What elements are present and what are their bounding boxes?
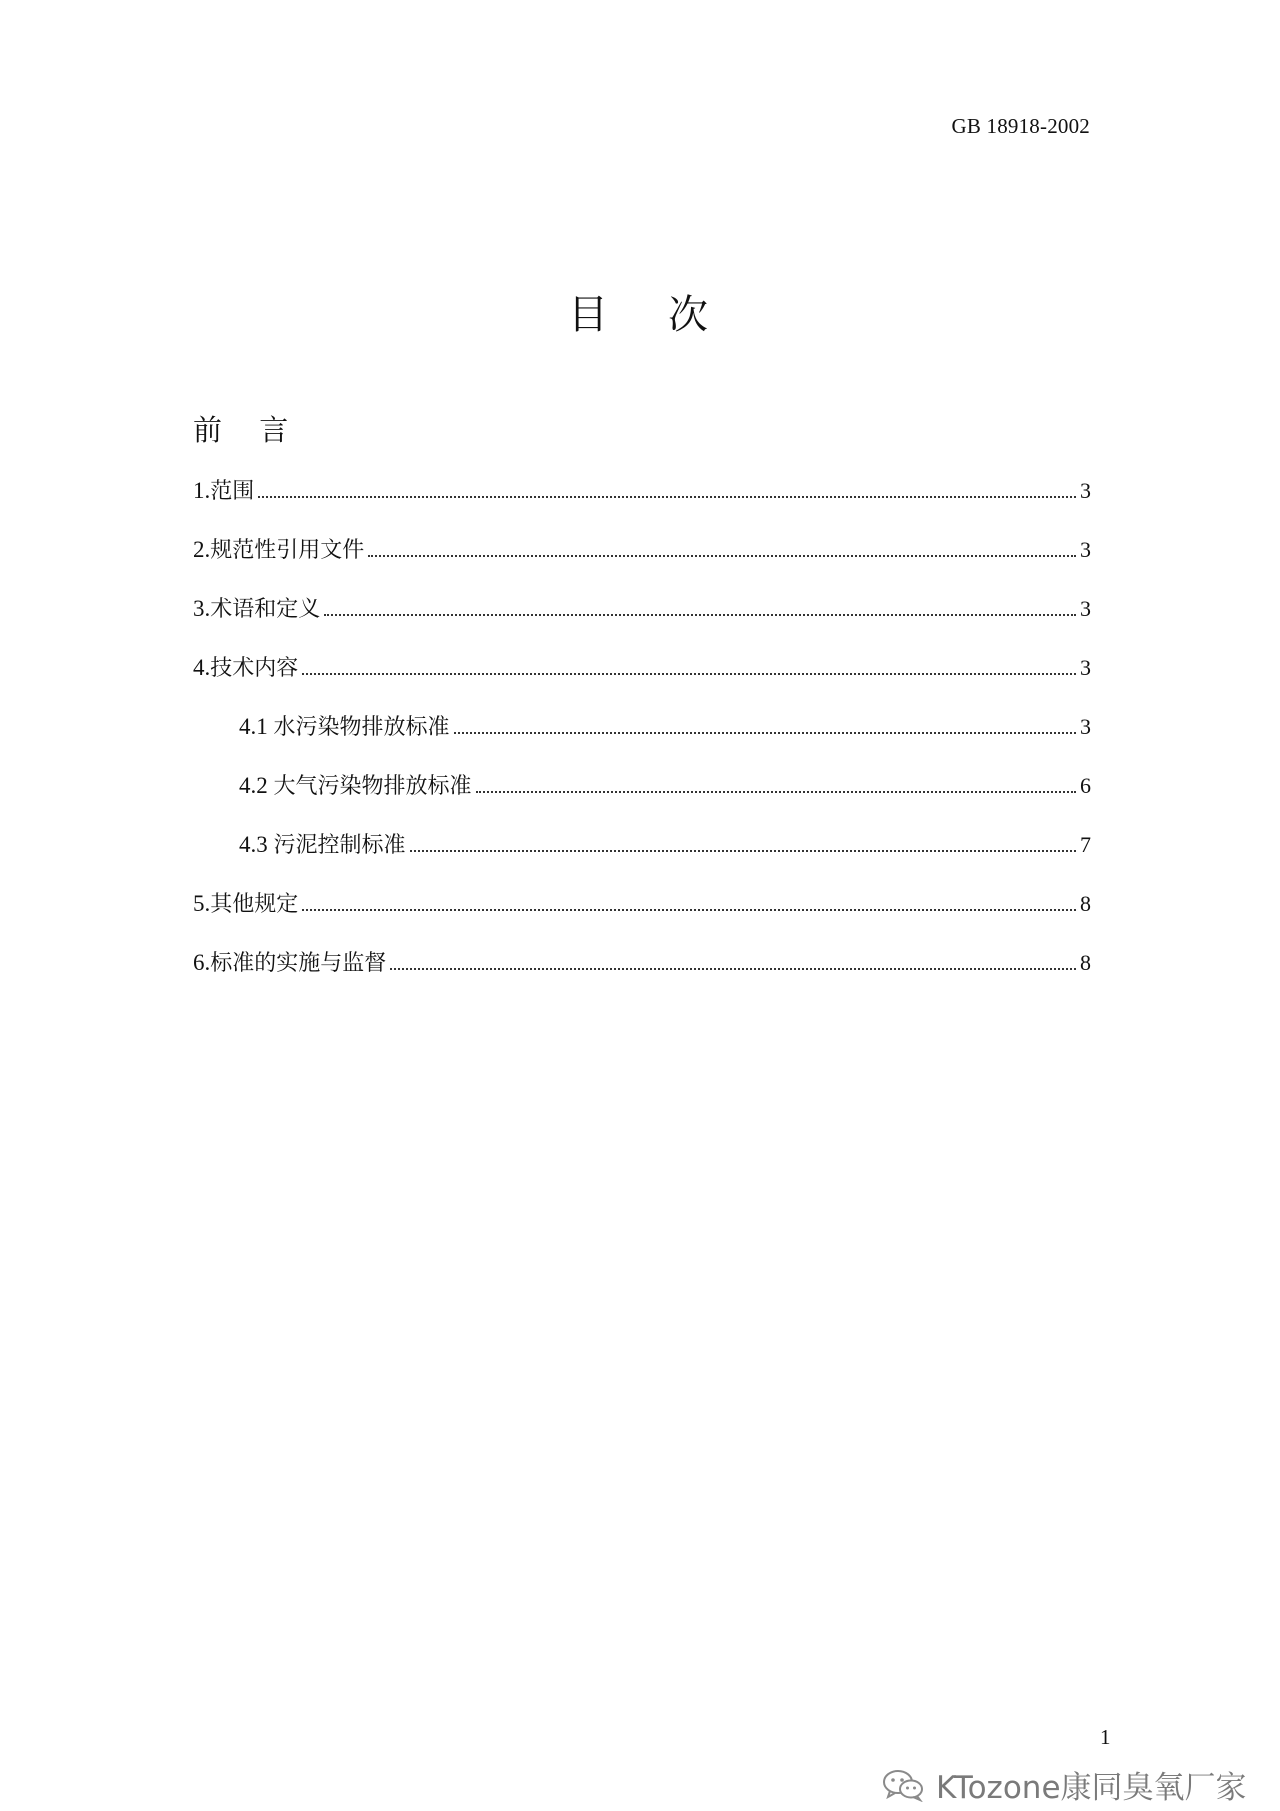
toc-entry-label: 5.其他规定 — [193, 891, 299, 917]
toc-page-number: 3 — [1080, 655, 1091, 680]
toc-entry-label: 1.范围 — [193, 478, 255, 504]
dot-leader — [302, 909, 1076, 911]
page-title — [0, 283, 1280, 340]
toc-entry-implementation-supervision — [193, 946, 1091, 1005]
toc-entry-label: 3.术语和定义 — [193, 596, 321, 622]
dot-leader — [454, 732, 1076, 734]
toc-page-number: 3 — [1080, 596, 1091, 621]
toc-page-number: 7 — [1080, 832, 1091, 857]
toc-page-number: 6 — [1080, 773, 1091, 798]
toc-page-number: 3 — [1080, 537, 1091, 562]
page-number: 1 — [1100, 1725, 1111, 1749]
toc-entry-sludge-control — [193, 828, 1091, 887]
wechat-icon — [882, 1768, 924, 1802]
watermark — [882, 1762, 1247, 1807]
toc-entry-normative-references — [193, 533, 1091, 592]
dot-leader — [410, 850, 1076, 852]
standard-number: GB 18918-2002 — [951, 114, 1090, 138]
dot-leader — [302, 673, 1076, 675]
title-char-2: 次 — [668, 292, 712, 338]
watermark-text: KTozone康同臭氧厂家 — [936, 1770, 1247, 1806]
toc-entry-air-pollutants — [193, 769, 1091, 828]
dot-leader — [324, 614, 1076, 616]
toc-entry-terms-definitions — [193, 592, 1091, 651]
toc-entry-scope — [193, 474, 1091, 533]
table-of-contents — [193, 474, 1091, 1005]
toc-entry-other-provisions — [193, 887, 1091, 946]
toc-page-number: 8 — [1080, 950, 1091, 975]
toc-entry-label: 4.技术内容 — [193, 655, 299, 681]
toc-page-number: 3 — [1080, 714, 1091, 739]
toc-entry-label: 6.标准的实施与监督 — [193, 950, 387, 976]
toc-entry-preface: 前 言 — [193, 413, 303, 447]
dot-leader — [390, 968, 1076, 970]
toc-page-number: 8 — [1080, 891, 1091, 916]
toc-entry-water-pollutants — [193, 710, 1091, 769]
dot-leader — [368, 555, 1076, 557]
toc-entry-label: 2.规范性引用文件 — [193, 537, 365, 563]
title-char-1: 目 — [568, 292, 612, 338]
toc-entry-label: 4.2 大气污染物排放标准 — [239, 773, 472, 799]
toc-entry-label: 4.1 水污染物排放标准 — [239, 714, 450, 740]
toc-page-number: 3 — [1080, 478, 1091, 503]
toc-entry-technical-content — [193, 651, 1091, 710]
dot-leader — [476, 791, 1076, 793]
toc-entry-label: 4.3 污泥控制标准 — [239, 832, 406, 858]
dot-leader — [258, 496, 1076, 498]
